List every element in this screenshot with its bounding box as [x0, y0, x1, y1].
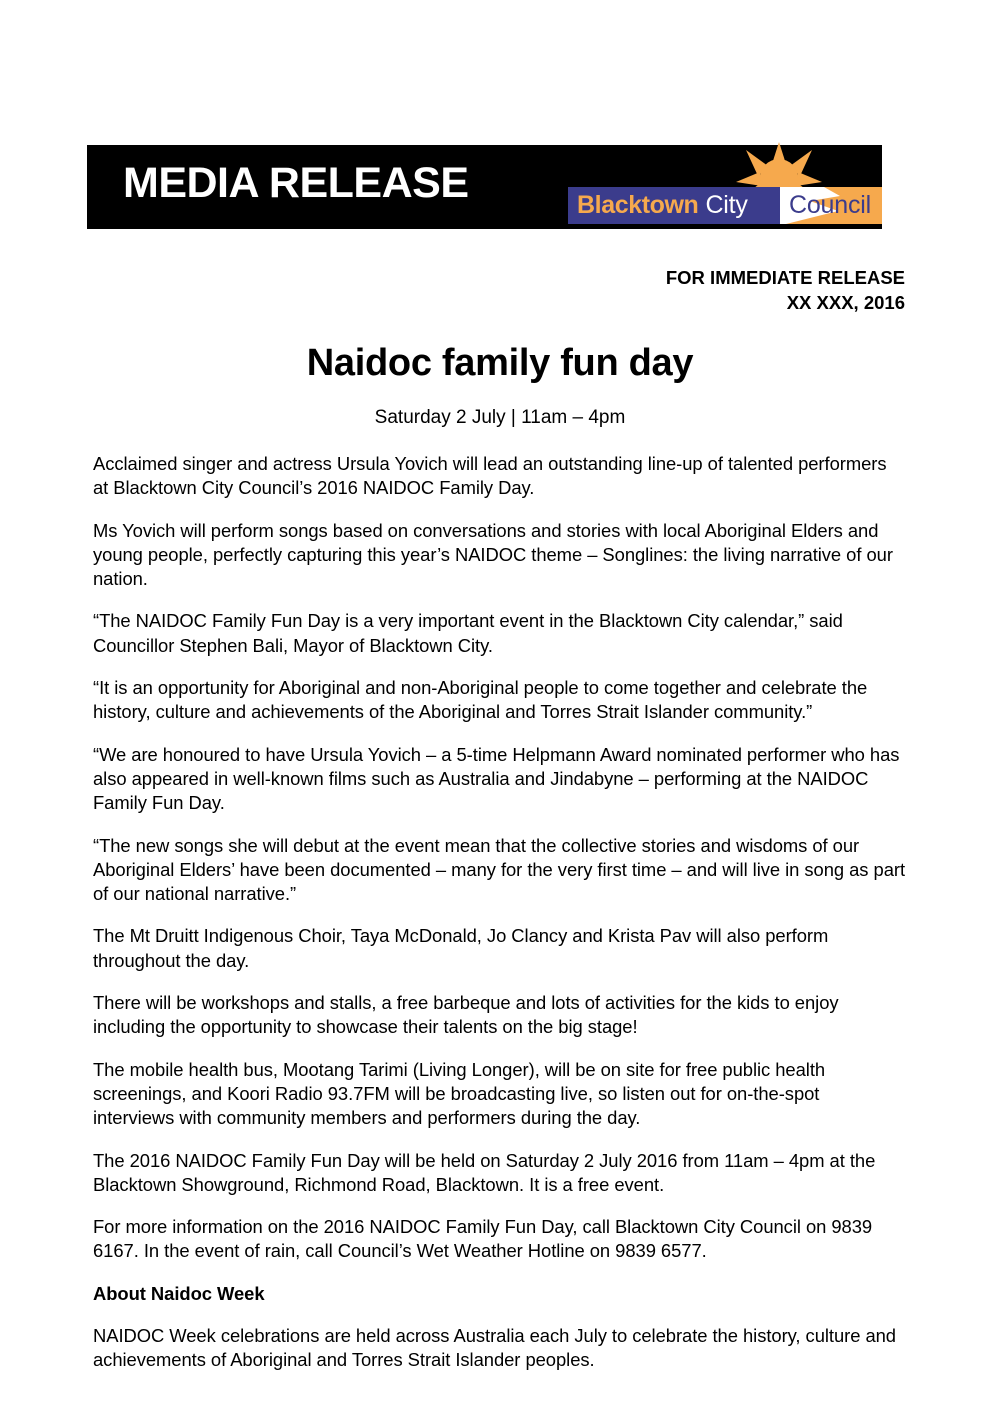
release-date: XX XXX, 2016 — [786, 291, 905, 313]
body-paragraph: The 2016 NAIDOC Family Fun Day will be held on Saturday 2 July 2016 from 11am – 4pm at the Blacktown Showground, Richmond Road, Blacktown. It is a free event. — [93, 1149, 876, 1195]
body-paragraph: There will be workshops and stalls, a free barbeque and lots of activities for the kids to enjoy including the opportunity to showcase their talents on the big stage! — [93, 992, 839, 1038]
page-subtitle: Saturday 2 July | 11am – 4pm — [374, 407, 626, 428]
logo-word-council: Council — [789, 191, 871, 219]
logo-orange-block — [780, 187, 882, 224]
body-paragraph: Ms Yovich will perform songs based on conversations and stories with local Aboriginal Elders and young people, perfectly capturing this year’s NAIDOC theme – Songlines: the living narrative of our nation. — [93, 519, 893, 590]
body-paragraph: The mobile health bus, Mootang Tarimi (Living Longer), will be on site for free public health screenings, and Koori Radio 93.7FM will be broadcasting live, so listen out for on-the-spot interviews with community members and performers during the day. — [93, 1058, 826, 1129]
blacktown-city-council-logo — [568, 142, 882, 230]
immediate-release-label: FOR IMMEDIATE RELEASE — [665, 267, 905, 288]
body-paragraph: “We are honoured to have Ursula Yovich – a 5-time Helpmann Award nominated performer who has also appeared in well-known films such as Australia and Jindabyne – performing at the NAIDOC Family Fun Day. — [93, 743, 900, 814]
body-copy — [93, 452, 905, 1373]
masthead-title: MEDIA RELEASE — [123, 159, 469, 207]
page-title: Naidoc family fun day — [306, 342, 694, 384]
logo-word-city: City — [705, 191, 748, 219]
logo-blue-block — [568, 187, 780, 224]
body-paragraph: Acclaimed singer and actress Ursula Yovich will lead an outstanding line-up of talented performers at Blacktown City Council’s 2016 NAIDOC Family Day. — [93, 453, 887, 499]
logo-wordmark-band — [568, 187, 882, 224]
section-heading-about-naidoc-week: About Naidoc Week — [93, 1282, 265, 1304]
release-meta — [666, 266, 905, 315]
body-paragraph: “The NAIDOC Family Fun Day is a very important event in the Blacktown City calendar,” said Councillor Stephen Bali, Mayor of Blacktown City. — [93, 610, 843, 656]
body-paragraph: “The new songs she will debut at the event mean that the collective stories and wisdoms of our Aboriginal Elders’ have been documented – many for the very first time – and will live in song as part of our national narrative.” — [93, 834, 906, 905]
body-paragraph: NAIDOC Week celebrations are held across Australia each July to celebrate the history, culture and achievements of Aboriginal and Torres Strait Islander peoples. — [93, 1325, 896, 1371]
body-paragraph: “It is an opportunity for Aboriginal and non-Aboriginal people to come together and celebrate the history, culture and achievements of the Aboriginal and Torres Strait Islander community.” — [93, 677, 868, 723]
body-paragraph: The Mt Druitt Indigenous Choir, Taya McDonald, Jo Clancy and Krista Pav will also perform throughout the day. — [93, 925, 829, 971]
logo-word-blacktown: Blacktown — [577, 191, 699, 219]
body-paragraph: For more information on the 2016 NAIDOC Family Fun Day, call Blacktown City Council on 9839 6167. In the event of rain, call Council’s Wet Weather Hotline on 9839 6577. — [93, 1216, 873, 1262]
